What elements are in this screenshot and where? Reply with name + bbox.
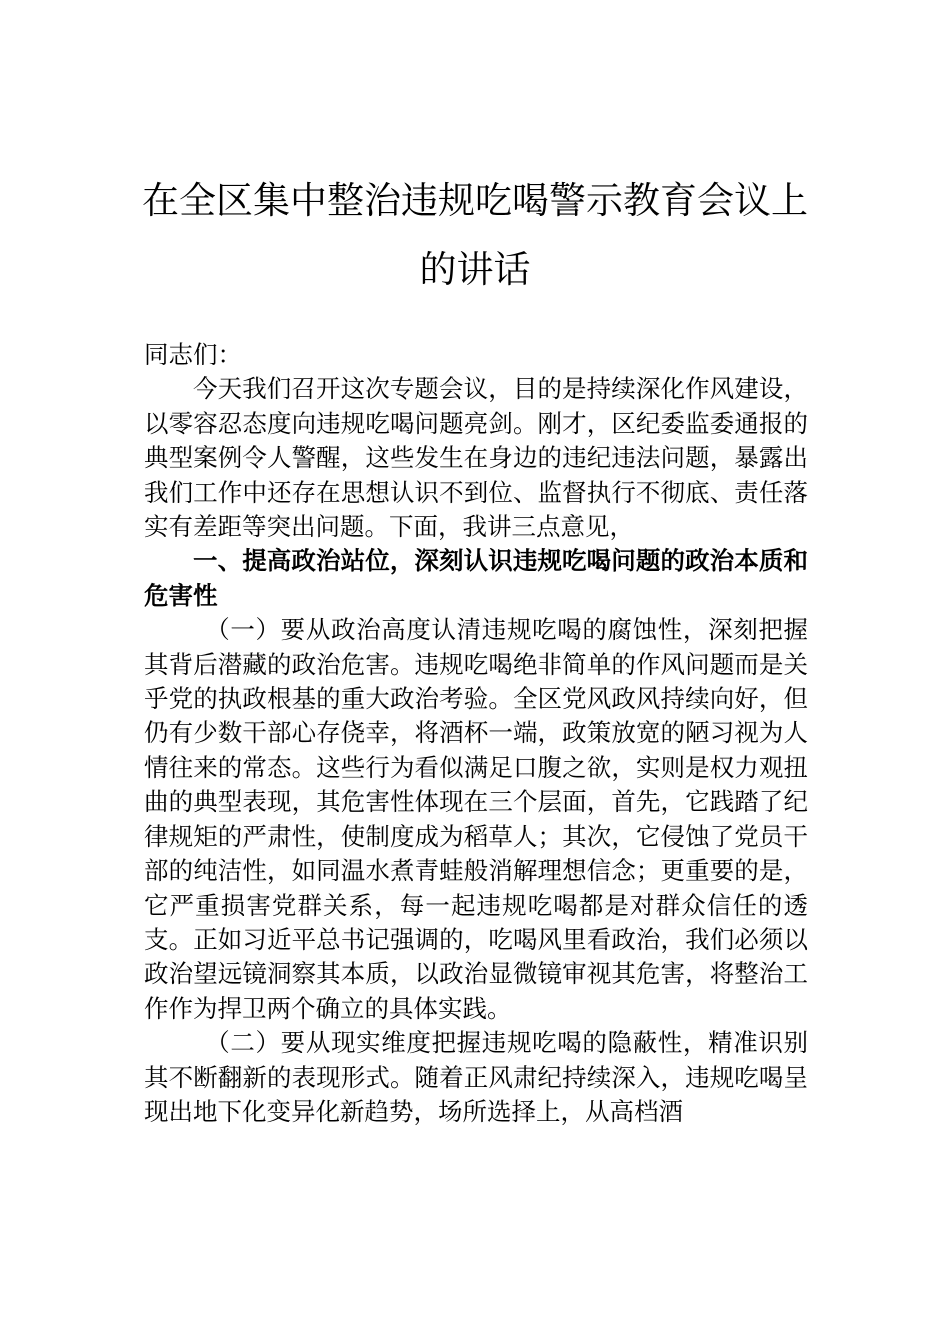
salutation: 同志们： xyxy=(144,340,242,369)
paragraph-2: （二）要从现实维度把握违规吃喝的隐蔽性，精准识别其不断翻新的表现形式。随着正风肃纪持续深入，违规吃喝呈现出地下化变异化新趋势，场所选择上，从高档酒 xyxy=(144,1028,808,1126)
intro-paragraph: 今天我们召开这次专题会议，目的是持续深化作风建设，以零容忍态度向违规吃喝问题亮剑。刚才，区纪委监委通报的典型案例令人警醒，这些发生在身边的违纪违法问题，暴露出我们工作中还存在思想认识不到位、监督执行不彻底、责任落实有差距等突出问题。下面，我讲三点意见， xyxy=(144,374,808,542)
document-title-line-2: 的讲话 xyxy=(419,248,531,291)
section-heading-1: 一、提高政治站位，深刻认识违规吃喝问题的政治本质和危害性 xyxy=(144,546,808,610)
document-title-line-1: 在全区集中整治违规吃喝警示教育会议上 xyxy=(142,179,808,222)
document-body xyxy=(144,338,808,1129)
paragraph-1: （一）要从政治高度认清违规吃喝的腐蚀性，深刻把握其背后潜藏的政治危害。违规吃喝绝非简单的作风问题而是关乎党的执政根基的重大政治考验。全区党风政风持续向好，但仍有少数干部心存侥幸，将酒杯一端，政策放宽的陋习视为人情往来的常态。这些行为看似满足口腹之欲，实则是权力观扭曲的典型表现，其危害性体现在三个层面，首先，它践踏了纪律规矩的严肃性，使制度成为稻草人；其次，它侵蚀了党员干部的纯洁性，如同温水煮青蛙般消解理想信念；更重要的是，它严重损害党群关系，每一起违规吃喝都是对群众信任的透支。正如习近平总书记强调的，吃喝风里看政治，我们必须以政治望远镜洞察其本质，以政治显微镜审视其危害，将整治工作作为捍卫两个确立的具体实践。 xyxy=(144,615,808,1023)
